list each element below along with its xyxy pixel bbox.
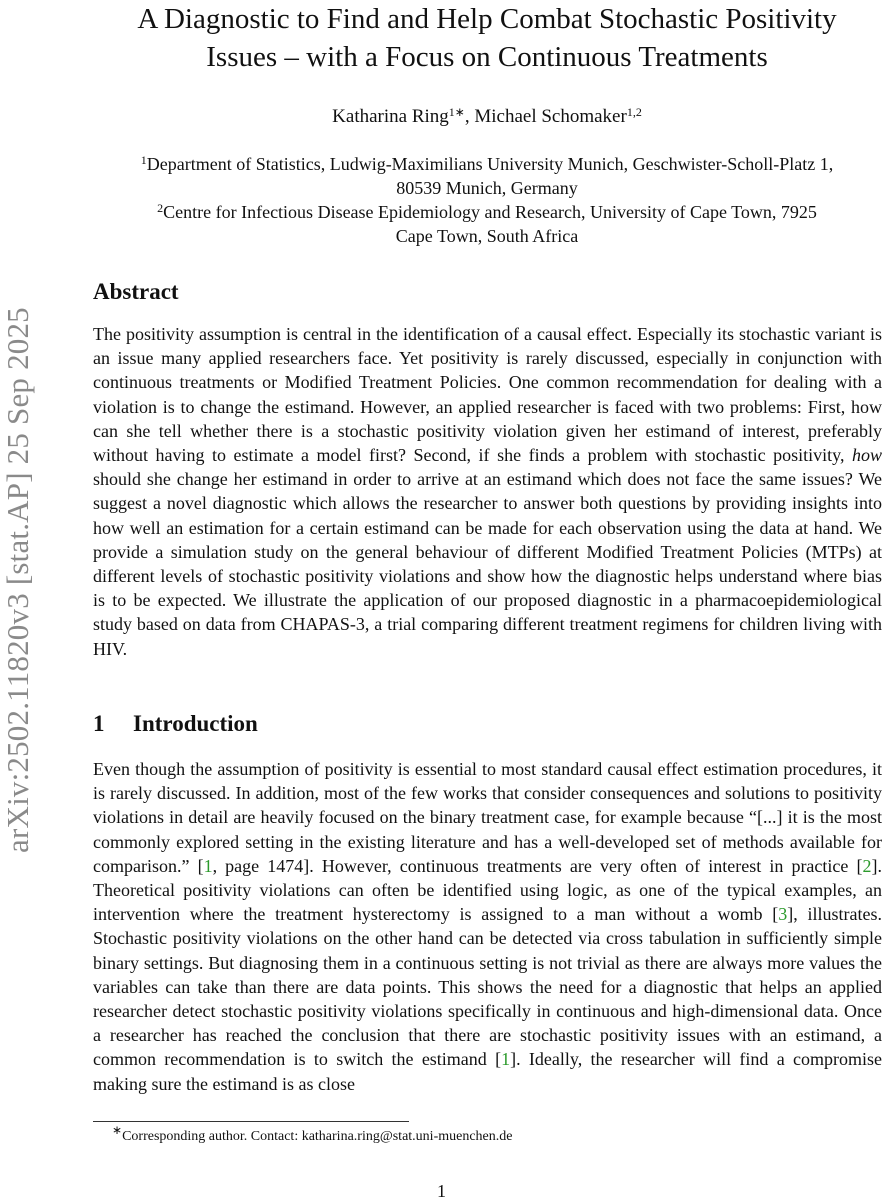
affiliation-text: Cape Town, South Africa (395, 226, 579, 246)
author-superscript: 1∗ (448, 105, 465, 119)
footnote-marker: ∗ (112, 1123, 123, 1137)
affiliation-superscript: 2 (157, 201, 164, 215)
footnote-rule (93, 1121, 409, 1122)
intro-text: , page 1474]. However, continuous treatments are very often of interest in practice [ (212, 855, 863, 876)
affiliation-2 (92, 200, 882, 248)
citation-link[interactable]: 1 (203, 855, 213, 876)
abstract-heading: Abstract (93, 279, 179, 304)
affiliation-text: 80539 Munich, Germany (396, 178, 578, 198)
abstract-text: The positivity assumption is central in the identification of a causal effect. Especially its stochastic variant is an issue many applied researchers face. Yet positivity is rarely discussed, especially in conjunction with continuous treatments or Modified Treatment Policies. One common recommendation for dealing with a violation is to change the estimand. However, an applied researcher is faced with two problems: First, how can she tell whether there is a stochastic positivity violation given her estimand of interest, preferably without having to estimate a model first? Second, if she finds a problem with stochastic positivity, (93, 324, 882, 466)
intro-text: ]. Ideally, the researcher will find a compromise making sure the estimand is as close (93, 1049, 882, 1094)
section-title: Introduction (133, 711, 258, 736)
section-heading (93, 711, 258, 737)
author-superscript: 1,2 (626, 105, 642, 119)
affiliation-superscript: 1 (140, 153, 147, 167)
footnote-text: Corresponding author. Contact: katharina.ring@stat.uni-muenchen.de (122, 1129, 513, 1144)
page-number: 1 (437, 1181, 446, 1201)
citation-link[interactable]: 2 (862, 855, 872, 876)
author-list (92, 106, 882, 128)
abstract-emphasis: how (851, 445, 882, 466)
author-name: Katharina Ring (332, 106, 449, 127)
section-number: 1 (93, 711, 105, 736)
affiliation-1 (92, 152, 882, 200)
intro-text: ], illustrates. Stochastic positivity violations on the other hand can be detected via cross tabulation in sufficiently simple binary settings. But diagnosing them in a continuous setting is not trivial as there are always more values the variables can take than there are data points. This shows the need for a diagnostic that helps an applied researcher detect stochastic positivity violations specifically in continuous and high-dimensional data. Once a researcher has reached the conclusion that there are stochastic positivity issues with an estimand, a common recommendation is to switch the estimand [ (93, 904, 882, 1070)
citation-link[interactable]: 1 (501, 1049, 511, 1070)
introduction-body (93, 757, 882, 1096)
abstract-text: should she change her estimand in order to arrive at an estimand which does not face the same issues? We suggest a novel diagnostic which allows the researcher to answer both questions by providing insights into how well an estimation for a certain estimand can be made for each observation using the data at hand. We provide a simulation study on the general behaviour of different Modified Treatment Policies (MTPs) at different levels of stochastic positivity violations and show how the diagnostic helps understand where bias is to be expected. We illustrate the application of our proposed diagnostic in a pharmacoepidemiological study based on data from CHAPAS-3, a trial comparing different treatment regimens for children living with HIV. (93, 469, 882, 659)
abstract-body (93, 322, 882, 661)
paper-title (92, 0, 882, 76)
title-line-1: A Diagnostic to Find and Help Combat Stochastic Positivity (137, 3, 837, 35)
intro-text: Even though the assumption of positivity is essential to most standard causal effect estimation procedures, it is rarely discussed. In addition, most of the few works that consider consequences and solutions to positivity violations in detail are heavily focused on the binary treatment case, for example because “[...] it is the most commonly explored setting in the existing literature and has a well-developed set of methods available for comparison.” [ (93, 759, 882, 876)
citation-link[interactable]: 3 (778, 904, 788, 925)
title-line-2: Issues – with a Focus on Continuous Treatments (206, 41, 768, 73)
footnote (112, 1123, 513, 1145)
affiliation-text: Centre for Infectious Disease Epidemiology and Research, University of Cape Town, 7925 (163, 202, 817, 222)
arxiv-identifier: arXiv:2502.11820v3 [stat.AP] 25 Sep 2025 (0, 307, 35, 853)
author-separator: , Michael Schomaker (464, 106, 627, 127)
intro-text: ]. Theoretical positivity violations can often be identified using logic, as one of the typical examples, an intervention where the treatment hysterectomy is assigned to a man without a womb [ (93, 855, 882, 925)
affiliation-text: Department of Statistics, Ludwig-Maximilians University Munich, Geschwister-Scholl-Platz 1, (146, 154, 834, 174)
